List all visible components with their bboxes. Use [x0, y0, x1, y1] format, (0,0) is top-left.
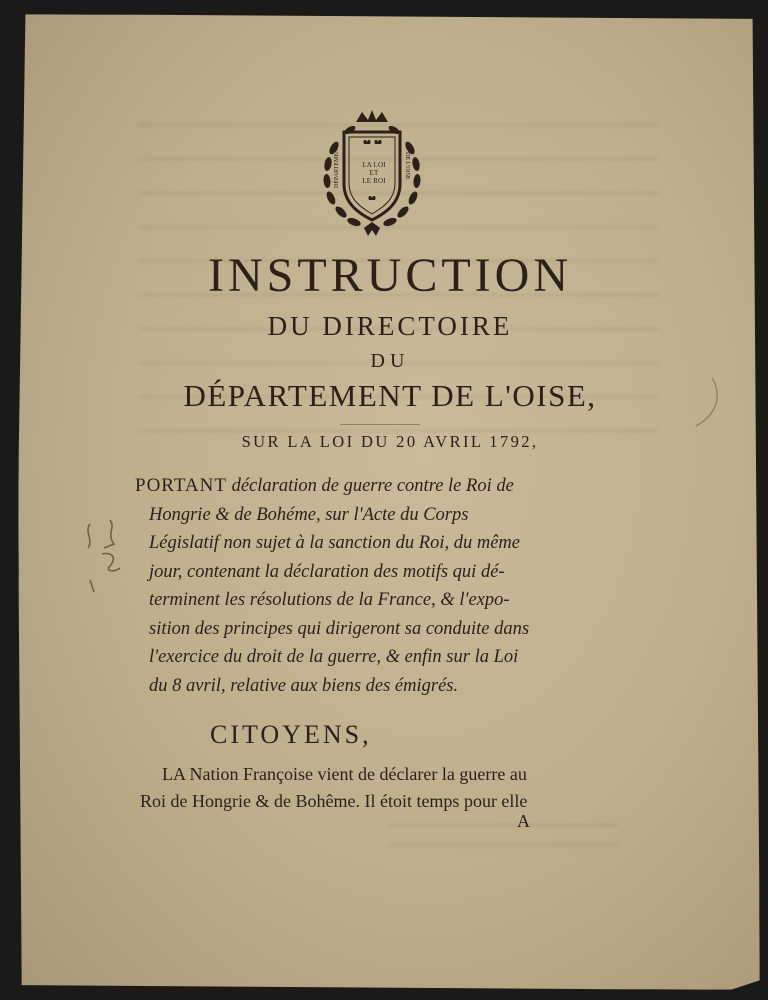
text-line: Hongrie & de Bohéme, sur l'Acte du Corps	[149, 504, 469, 525]
show-through-text-bottom	[388, 824, 618, 864]
text-line: jour, contenant la déclaration des motifs qui dé-	[149, 561, 505, 582]
document-title: INSTRUCTION	[208, 249, 572, 302]
subtitle-directoire: DU DIRECTOIRE	[267, 311, 513, 341]
text-line	[135, 472, 620, 501]
text-line: Législatif non sujet à la sanction du Roi, du même	[149, 533, 521, 553]
seal-motto-line: LA LOI	[362, 161, 386, 169]
seal-motto	[359, 161, 389, 185]
body-paragraph	[140, 761, 620, 815]
text-line: du 8 avril, relative aux biens des émigrés.	[149, 675, 459, 696]
text-line: LA Nation Françoise vient de déclarer la guerre au	[162, 764, 527, 784]
handwritten-margin-note	[80, 514, 140, 604]
divider	[340, 424, 420, 425]
text-line-content: déclaration de guerre contre le Roi de	[231, 476, 514, 496]
text-line: sition des principes qui dirigeront sa conduite dans	[149, 618, 530, 639]
seal-motto-line: LE ROI	[362, 177, 386, 185]
text-line: terminent les résolutions de la France, & l'expo-	[149, 590, 510, 610]
seal-motto-line: ET	[369, 169, 379, 177]
seal-ring-right: DE L'OISE	[404, 152, 410, 180]
signature-mark: A	[517, 811, 530, 831]
subtitle-du: DU	[370, 350, 410, 372]
ink-mark	[688, 374, 728, 434]
text-line: l'exercice du droit de la guerre, & enfin sur la Loi	[149, 647, 519, 667]
seal-ring-left: DÉPARTEMENT	[334, 144, 340, 188]
portant-paragraph	[135, 472, 620, 700]
text-line: Roi de Hongrie & de Bohême. Il étoit temps pour elle	[140, 791, 528, 811]
law-reference: SUR LA LOI DU 20 AVRIL 1792,	[241, 432, 539, 451]
portant-lead: PORTANT	[135, 475, 227, 496]
salutation: CITOYENS,	[210, 720, 372, 749]
subtitle-departement: DÉPARTEMENT DE L'OISE,	[183, 378, 597, 413]
